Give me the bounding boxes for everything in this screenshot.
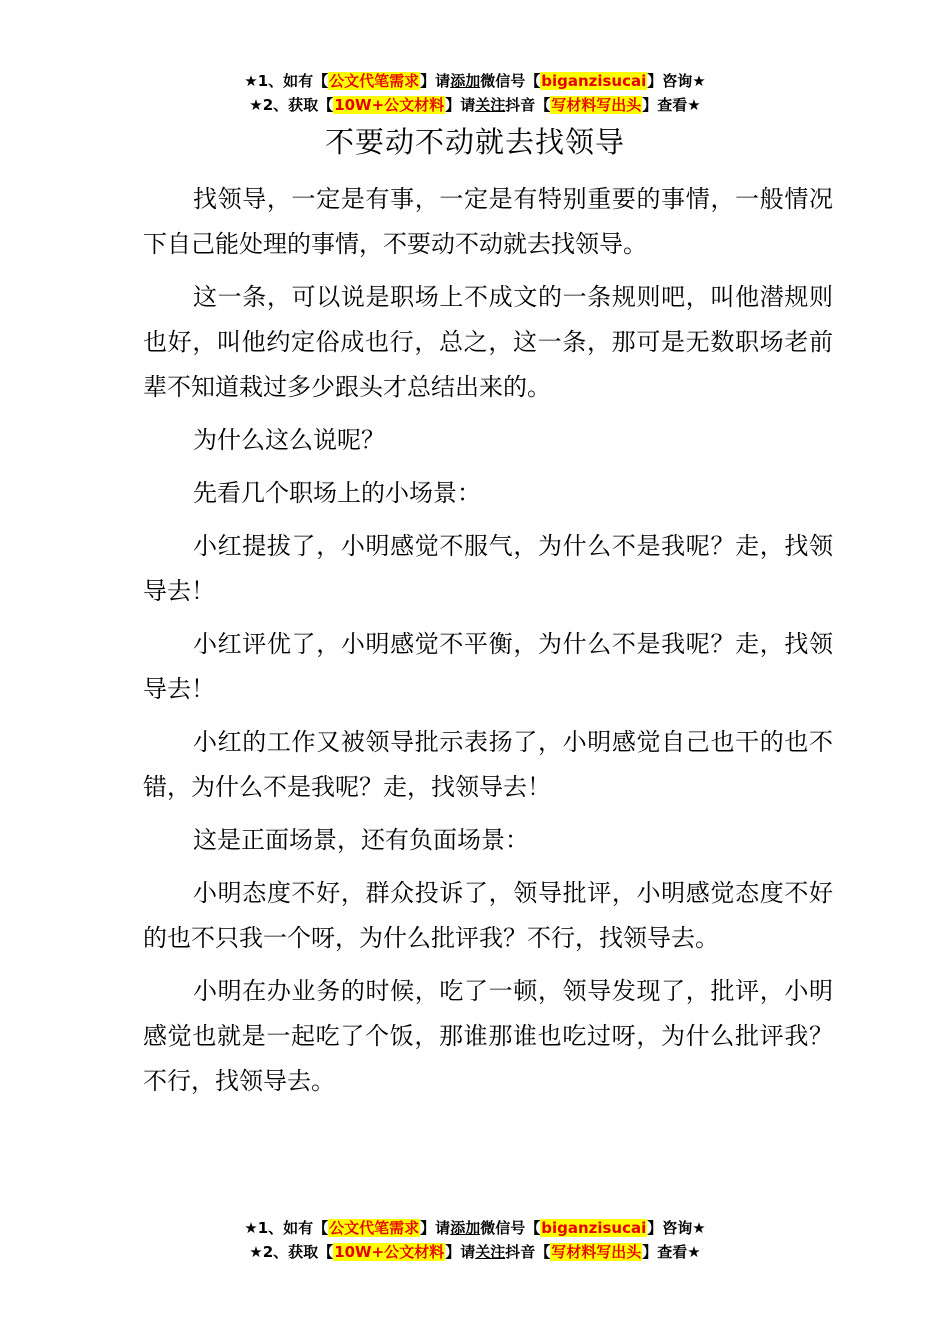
highlight-douyin-account: 写材料写出头 xyxy=(551,96,642,114)
highlight-douyin-account: 写材料写出头 xyxy=(551,1243,642,1261)
paragraph-10: 小明在办业务的时候，吃了一顿，领导发现了，批评，小明感觉也就是一起吃了个饭，那谁那谁也吃过呀，为什么批评我？不行，找领导去。 xyxy=(143,977,833,1095)
paragraph-2: 这一条，可以说是职场上不成文的一条规则吧，叫他潜规则也好，叫他约定俗成也行，总之，这一条，那可是无数职场老前辈不知道栽过多少跟头才总结出来的。 xyxy=(143,283,833,401)
paragraph-1: 找领导，一定是有事，一定是有特别重要的事情，一般情况下自己能处理的事情，不要动不动就去找领导。 xyxy=(143,185,833,258)
banner-text: ★1、如有【 xyxy=(244,1219,329,1237)
banner-text: ★2、获取【 xyxy=(249,96,334,114)
highlight-wechat-id: biganzisucai xyxy=(541,72,647,90)
banner-text: 】请 xyxy=(445,1243,476,1261)
top-banner xyxy=(0,69,950,117)
banner-underlined-word: 添加 xyxy=(450,1219,481,1237)
highlight-materials: 10W+公文材料 xyxy=(334,1243,445,1261)
banner-underlined-word: 关注 xyxy=(475,1243,506,1261)
paragraph-3: 为什么这么说呢？ xyxy=(193,426,385,454)
document-body xyxy=(143,177,833,1112)
banner-text: ★2、获取【 xyxy=(249,1243,334,1261)
banner-text: 抖音【 xyxy=(505,96,551,114)
banner-text: 】请 xyxy=(420,72,451,90)
paragraph-7: 小红的工作又被领导批示表扬了，小明感觉自己也干的也不错，为什么不是我呢？走，找领导去！ xyxy=(143,728,833,801)
highlight-wechat-id: biganzisucai xyxy=(541,1219,647,1237)
banner-text: 】查看★ xyxy=(642,1243,701,1261)
bottom-banner xyxy=(0,1216,950,1264)
paragraph-8: 这是正面场景，还有负面场景： xyxy=(193,826,529,854)
banner-text: 微信号【 xyxy=(480,72,541,90)
banner-text: 】查看★ xyxy=(642,96,701,114)
banner-text: 】请 xyxy=(420,1219,451,1237)
paragraph-4: 先看几个职场上的小场景： xyxy=(193,479,481,507)
paragraph-6: 小红评优了，小明感觉不平衡，为什么不是我呢？走，找领导去！ xyxy=(143,630,833,703)
banner-line-2 xyxy=(0,1240,950,1264)
banner-underlined-word: 关注 xyxy=(475,96,506,114)
document-title: 不要动不动就去找领导 xyxy=(324,125,625,159)
highlight-service: 公文代笔需求 xyxy=(329,1219,420,1237)
banner-underlined-word: 添加 xyxy=(450,72,481,90)
paragraph-5: 小红提拔了，小明感觉不服气，为什么不是我呢？走，找领导去！ xyxy=(143,532,833,605)
banner-line-1 xyxy=(0,1216,950,1240)
paragraph-9: 小明态度不好，群众投诉了，领导批评，小明感觉态度不好的也不只我一个呀，为什么批评我？不行，找领导去。 xyxy=(143,879,833,952)
banner-text: 抖音【 xyxy=(505,1243,551,1261)
highlight-materials: 10W+公文材料 xyxy=(334,96,445,114)
banner-text: 】请 xyxy=(445,96,476,114)
banner-text: 微信号【 xyxy=(480,1219,541,1237)
banner-text: 】咨询★ xyxy=(647,72,706,90)
banner-text: ★1、如有【 xyxy=(244,72,329,90)
banner-line-2 xyxy=(0,93,950,117)
banner-text: 】咨询★ xyxy=(647,1219,706,1237)
banner-line-1 xyxy=(0,69,950,93)
highlight-service: 公文代笔需求 xyxy=(329,72,420,90)
